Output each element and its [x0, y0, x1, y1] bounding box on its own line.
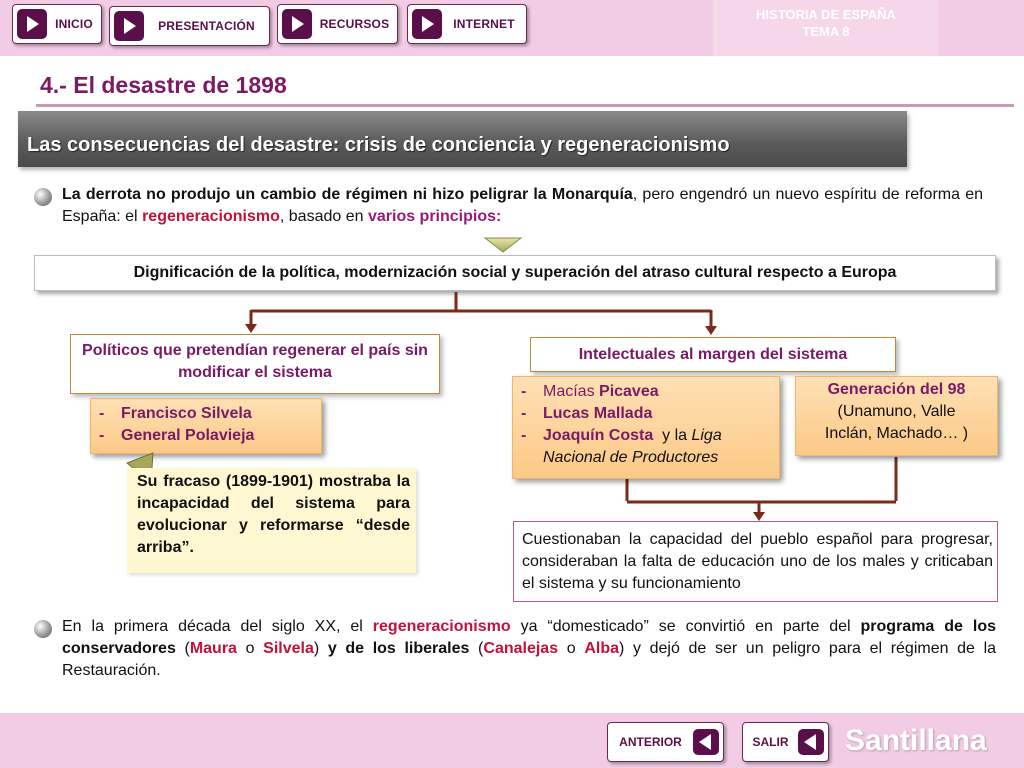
- fracaso-note: Su fracaso (1899-1901) mostraba la incapacidad del sistema para evolucionar y reformarse “desde arriba”.: [127, 468, 416, 573]
- salir-button[interactable]: [742, 722, 829, 762]
- item-silvela: Francisco Silvela: [121, 405, 252, 422]
- closing-alba: Alba: [584, 640, 619, 657]
- list-item: [521, 425, 779, 447]
- closing-conservadores: programa de los conservadores: [62, 618, 997, 657]
- closing-silvela: Silvela: [263, 640, 314, 657]
- list-dash: -: [99, 427, 105, 444]
- nav-inicio-label: INICIO: [55, 17, 93, 31]
- intelectuales-list: [512, 376, 780, 479]
- nav-recursos-label: RECURSOS: [319, 17, 390, 31]
- item-macias: Macías: [543, 383, 600, 400]
- list-item: [521, 403, 779, 425]
- list-item: [99, 425, 321, 447]
- closing-text: ya “domesticado” se convirtió en parte del: [510, 618, 861, 635]
- intro-bold-text: La derrota no produjo un cambio de régimen ni hizo peligrar la Monarquía: [62, 186, 633, 203]
- section-banner-text: Las consecuencias del desastre: crisis de conciencia y regeneracionismo: [27, 134, 730, 156]
- item-liga-name: Nacional de Productores: [543, 449, 719, 466]
- bullet-icon: [34, 620, 52, 638]
- list-dash: -: [521, 427, 527, 444]
- list-dash: -: [521, 383, 527, 400]
- nav-presentacion-label: PRESENTACIÓN: [158, 19, 255, 33]
- closing-text: ): [313, 640, 328, 657]
- item-costa: Joaquín Costa: [543, 427, 654, 444]
- intro-text: , pero engendró un nuevo espíritu de reforma en España: el: [62, 186, 983, 225]
- politicos-box: Políticos que pretendían regenerar el país sin modificar el sistema: [70, 334, 440, 394]
- item-polavieja: General Polavieja: [121, 427, 255, 444]
- generacion98-title: Generación del 98: [827, 381, 966, 398]
- back-arrow-icon: [798, 729, 824, 755]
- item-costa-link: y la: [653, 427, 692, 444]
- generacion98-members: (Unamuno, Valle: [837, 403, 956, 420]
- closing-text: (: [469, 640, 484, 657]
- list-item-continued: [521, 447, 779, 469]
- closing-keyword: regeneracionismo: [372, 618, 511, 635]
- closing-text: o: [558, 640, 585, 657]
- item-liga: Liga: [691, 427, 722, 444]
- salir-label: SALIR: [752, 735, 789, 749]
- closing-text: o: [236, 640, 264, 657]
- closing-maura: Maura: [189, 640, 237, 657]
- intro-keyword: regeneracionismo: [142, 208, 280, 225]
- intro-text-2: , basado en: [279, 208, 368, 225]
- item-picavea: Picavea: [599, 383, 659, 400]
- page-title: 4.- El desastre de 1898: [40, 72, 287, 98]
- nav-internet-label: INTERNET: [453, 17, 515, 31]
- topic-line: TEMA 8: [802, 24, 850, 39]
- anterior-label: ANTERIOR: [619, 735, 682, 749]
- politicos-list: [90, 398, 322, 454]
- anterior-button[interactable]: [607, 722, 724, 762]
- brand-logo: Santillana: [845, 724, 987, 757]
- intro-principles: varios principios:: [367, 208, 502, 225]
- list-item: [99, 403, 321, 425]
- subject-line: HISTORIA DE ESPAÑA: [756, 7, 896, 22]
- generacion98-box: [795, 376, 998, 456]
- closing-text: ) y dejó de ser un peligro para el régimen de la Restauración.: [62, 640, 997, 679]
- intelectuales-box: Intelectuales al margen del sistema: [530, 337, 896, 372]
- principles-box: Dignificación de la política, modernización social y superación del atraso cultural respecto a Europa: [34, 255, 996, 291]
- list-dash: -: [99, 405, 105, 422]
- closing-paragraph: [62, 616, 996, 682]
- back-arrow-icon: [693, 729, 719, 755]
- list-item: [521, 381, 779, 403]
- list-dash: -: [521, 405, 527, 422]
- generacion98-members-2: Inclán, Machado… ): [824, 425, 969, 442]
- cuestionaban-box: Cuestionaban la capacidad del pueblo español para progresar, consideraban la falta de educación uno de los males y criticaban el sistema y su funcionamiento: [513, 521, 998, 602]
- closing-text: (: [175, 640, 190, 657]
- closing-text: En la primera década del siglo XX, el: [62, 618, 373, 635]
- item-mallada: Lucas Mallada: [543, 405, 653, 422]
- closing-canalejas: Canalejas: [483, 640, 559, 657]
- closing-liberales: y de los liberales: [327, 640, 470, 657]
